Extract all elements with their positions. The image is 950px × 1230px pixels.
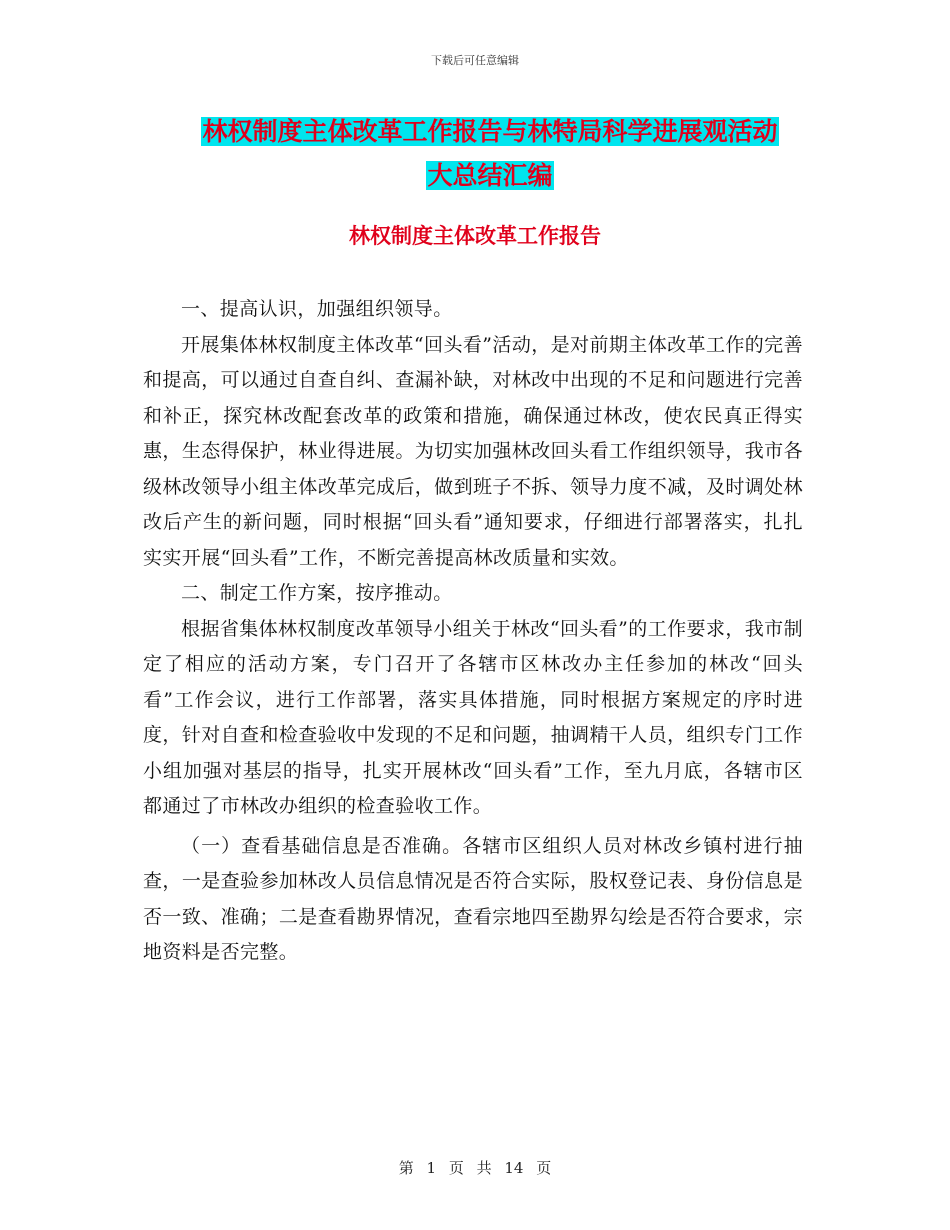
- body-paragraph: 开展集体林权制度主体改革“回头看”活动，是对前期主体改革工作的完善和提高，可以通过自查自纠、查漏补缺，对林改中出现的不足和问题进行完善和补正，探究林改配套改革的政策和措施，确保通过林改，使农民真正得实惠，生态得保护，林业得进展。为切实加强林改回头看工作组织领导，我市各级林改领导小组主体改革完成后，做到班子不拆、领导力度不减，及时调处林改后产生的新问题，同时根据“回头看”通知要求，仔细进行部署落实，扎扎实实开展“回头看”工作，不断完善提高林改质量和实效。: [143, 333, 803, 569]
- body-paragraph: （一）查看基础信息是否准确。各辖市区组织人员对林改乡镇村进行抽查，一是查验参加林改人员信息情况是否符合实际，股权登记表、身份信息是否一致、准确；二是查看勘界情况，查看宗地四至勘界勾绘是否符合要求，宗地资料是否完整。: [143, 834, 803, 963]
- section-title: 林权制度主体改革工作报告: [349, 224, 601, 248]
- document-title: [140, 110, 840, 198]
- body-paragraph: 根据省集体林权制度改革领导小组关于林改“回头看”的工作要求，我市制定了相应的活动方案，专门召开了各辖市区林改办主任参加的林改“回头看”工作会议，进行工作部署，落实具体措施，同时根据方案规定的序时进度，针对自查和检查验收中发现的不足和问题，抽调精干人员，组织专门工作小组加强对基层的指导，扎实开展林改“回头看”工作，至九月底，各辖市区都通过了市林改办组织的检查验收工作。: [143, 617, 803, 817]
- header-note: 下载后可任意编辑: [431, 54, 519, 67]
- heading-paragraph: 一、提高认识，加强组织领导。: [181, 298, 453, 320]
- title-line-2: 大总结汇编: [427, 161, 553, 190]
- title-line-1: 林权制度主体改革工作报告与林特局科学进展观活动: [202, 117, 778, 146]
- body-text: [143, 292, 803, 971]
- heading-paragraph: 二、制定工作方案，按序推动。: [181, 582, 453, 604]
- page-number: 第 1 页 共 14 页: [398, 1159, 552, 1177]
